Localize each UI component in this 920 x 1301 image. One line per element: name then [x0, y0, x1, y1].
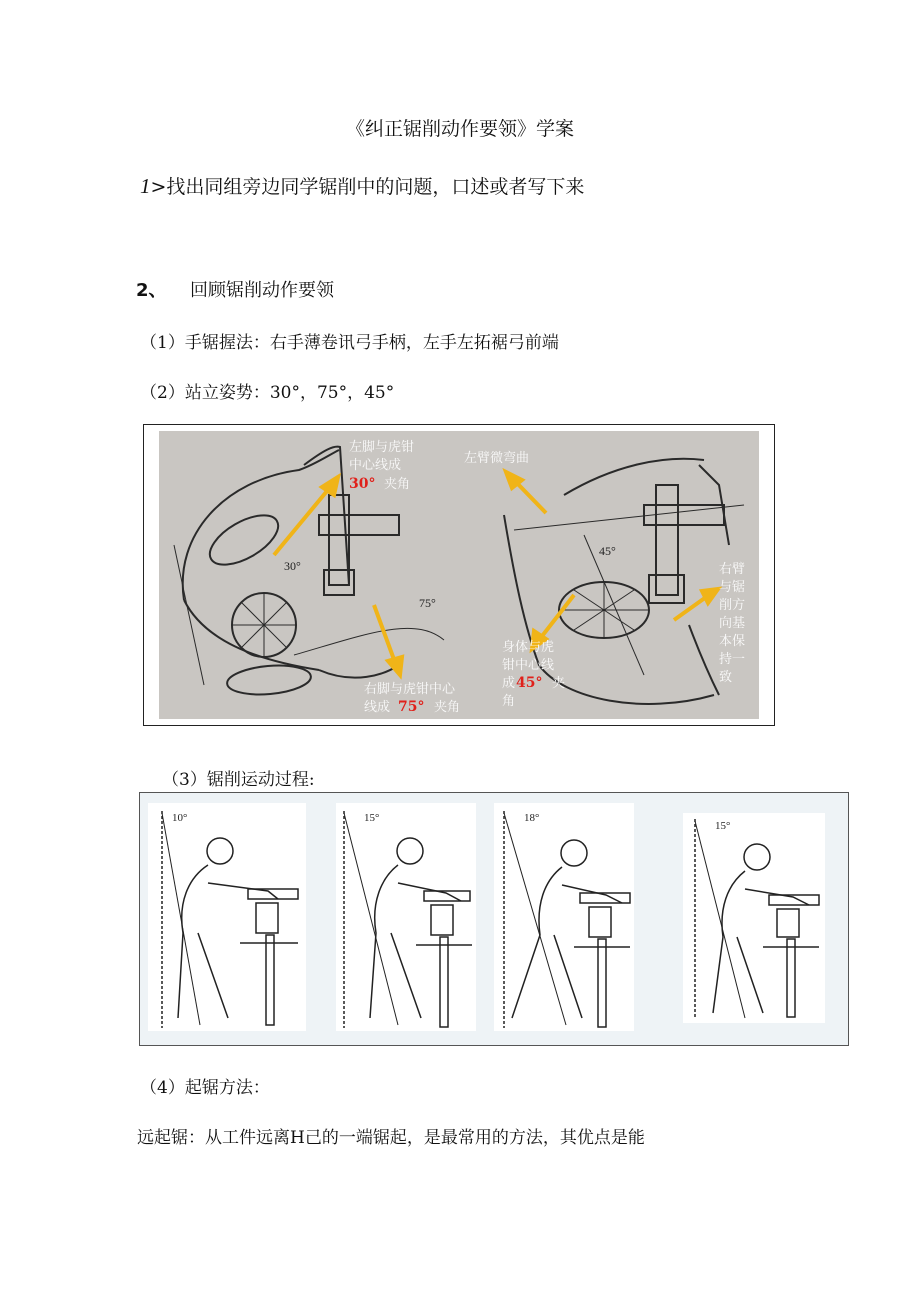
motion-figure [139, 792, 849, 1046]
page-title: 《纠正锯削动作要领》学案 [345, 118, 574, 140]
far-start-paragraph: 远起锯：从工件远离H己的一端锯起，是最常用的方法，其优点是能 [137, 1128, 645, 1148]
question-1-text: >找出同组旁边同学锯削中的问题，口述或者写下来 [150, 176, 585, 198]
label-right-foot-2: 线成 [364, 700, 391, 715]
label-body-end: 角 [502, 694, 516, 709]
item-stance: （2）站立姿势：30°，75°，45° [140, 383, 395, 403]
section-2-number: 2、 [136, 280, 167, 301]
motion-angle-4: 15° [715, 820, 731, 832]
label-left-foot-2: 中心线成 [349, 458, 402, 473]
label-right-arm-1: 右臂 [719, 562, 746, 577]
motion-angle-1: 10° [172, 812, 188, 824]
label-left-foot-angle: 30° [349, 476, 376, 492]
label-left-foot-1: 左脚与虎钳 [349, 440, 415, 455]
label-right-arm-6: 持一 [719, 652, 746, 667]
label-body-tail: 夹 [552, 676, 566, 691]
label-right-arm-4: 向基 [719, 616, 746, 631]
stance-diagram [144, 425, 774, 725]
label-left-foot-tail: 夹角 [384, 477, 411, 492]
label-right-arm-2: 与锯 [719, 580, 746, 595]
label-body-1: 身体与虎 [502, 640, 555, 655]
motion-panel-4 [683, 813, 825, 1023]
label-right-arm-5: 本保 [719, 634, 746, 649]
motion-panel-2 [336, 803, 476, 1031]
label-body-2: 钳中心线 [502, 658, 555, 673]
question-1-number: 1 [140, 174, 151, 198]
item-grip: （1）手锯握法：右手薄卷讯弓手柄，左手左拓裾弓前端 [140, 333, 559, 353]
label-left-arm: 左臂微弯曲 [464, 451, 530, 466]
label-right-foot-1: 右脚与虎钳中心 [364, 682, 456, 697]
label-right-arm [719, 562, 745, 685]
stance-figure [143, 424, 775, 726]
motion-angle-3: 18° [524, 812, 540, 824]
label-right-foot-angle: 75° [398, 699, 425, 715]
label-body-angle: 45° [516, 675, 543, 691]
angle-75-label: 75° [419, 596, 436, 610]
section-2-heading [136, 276, 334, 302]
label-right-arm-3: 削方 [719, 598, 746, 613]
angle-45-label: 45° [599, 544, 616, 558]
label-right-foot-tail: 夹角 [434, 700, 461, 715]
angle-30-label: 30° [284, 559, 301, 573]
label-right-arm-7: 致 [719, 670, 733, 685]
motion-panel-1 [148, 803, 306, 1031]
motion-angle-2: 15° [364, 812, 380, 824]
section-2-text: 回顾锯削动作要领 [190, 280, 334, 301]
item-start-method: （4）起锯方法： [140, 1078, 270, 1098]
motion-panel-3 [494, 803, 634, 1031]
item-motion: （3）锯削运动过程: [162, 770, 315, 790]
label-body-3: 成 [502, 676, 516, 691]
question-1 [140, 172, 584, 199]
